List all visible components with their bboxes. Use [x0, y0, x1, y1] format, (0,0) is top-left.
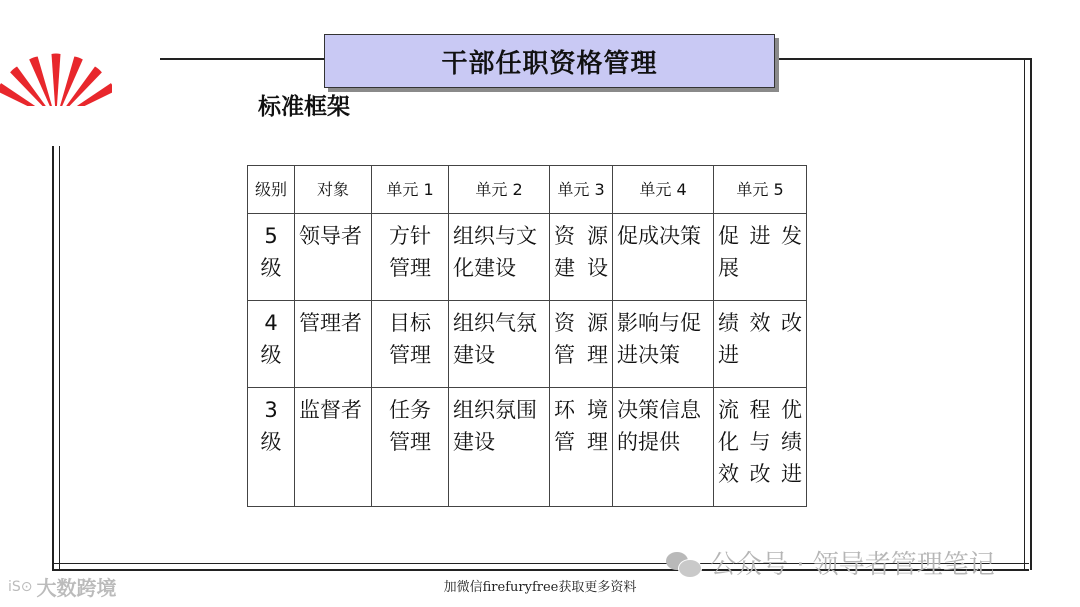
- table-cell: 目标 管理: [372, 301, 449, 388]
- table-cell: 5 级: [248, 214, 295, 301]
- table-cell: 管理者: [295, 301, 372, 388]
- frame-left-border: [52, 146, 60, 570]
- table-cell: 资 源 建 设: [550, 214, 613, 301]
- table-header-row: [248, 166, 807, 214]
- brand-mark-icon: iS⊙: [8, 578, 33, 595]
- table-cell: 促 进 发 展: [714, 214, 807, 301]
- frame-right-border: [1024, 58, 1032, 570]
- brand-text: 大数跨境: [36, 576, 117, 600]
- table-cell: 3 级: [248, 388, 295, 507]
- table-cell: 领导者: [295, 214, 372, 301]
- table-row: [248, 214, 807, 301]
- header-cell: 级别: [248, 166, 295, 214]
- table-cell: 方针 管理: [372, 214, 449, 301]
- table-cell: 流 程 优 化 与 绩 效改进: [714, 388, 807, 507]
- table-cell: 监督者: [295, 388, 372, 507]
- watermark-text: 公众号 · 领导者管理笔记: [710, 550, 995, 580]
- table-row: [248, 388, 807, 507]
- footer-note: 加微信firefuryfree获取更多资料: [443, 580, 637, 595]
- header-cell: 单元 3: [550, 166, 613, 214]
- table-cell: 资 源 管理: [550, 301, 613, 388]
- header-cell: 单元 2: [449, 166, 550, 214]
- header-cell: 单元 4: [613, 166, 714, 214]
- table-cell: 环 境 管理: [550, 388, 613, 507]
- table-cell: 影响与促 进决策: [613, 301, 714, 388]
- header-cell: 对象: [295, 166, 372, 214]
- table-cell: 决策信息 的提供: [613, 388, 714, 507]
- table-cell: 组织气氛 建设: [449, 301, 550, 388]
- slide-subtitle: 标准框架: [258, 94, 350, 120]
- company-logo-icon: [0, 46, 112, 116]
- header-cell: 单元 1: [372, 166, 449, 214]
- slide-title: 干部任职资格管理: [324, 34, 775, 88]
- table-cell: 组织氛围 建设: [449, 388, 550, 507]
- qualification-framework-table: [247, 165, 807, 507]
- table-row: [248, 301, 807, 388]
- wechat-icon: [666, 550, 702, 576]
- table-cell: 4 级: [248, 301, 295, 388]
- table-cell: 任务 管理: [372, 388, 449, 507]
- table-cell: 绩 效 改 进: [714, 301, 807, 388]
- table-cell: 组织与文 化建设: [449, 214, 550, 301]
- table-cell: 促成决策: [613, 214, 714, 301]
- header-cell: 单元 5: [714, 166, 807, 214]
